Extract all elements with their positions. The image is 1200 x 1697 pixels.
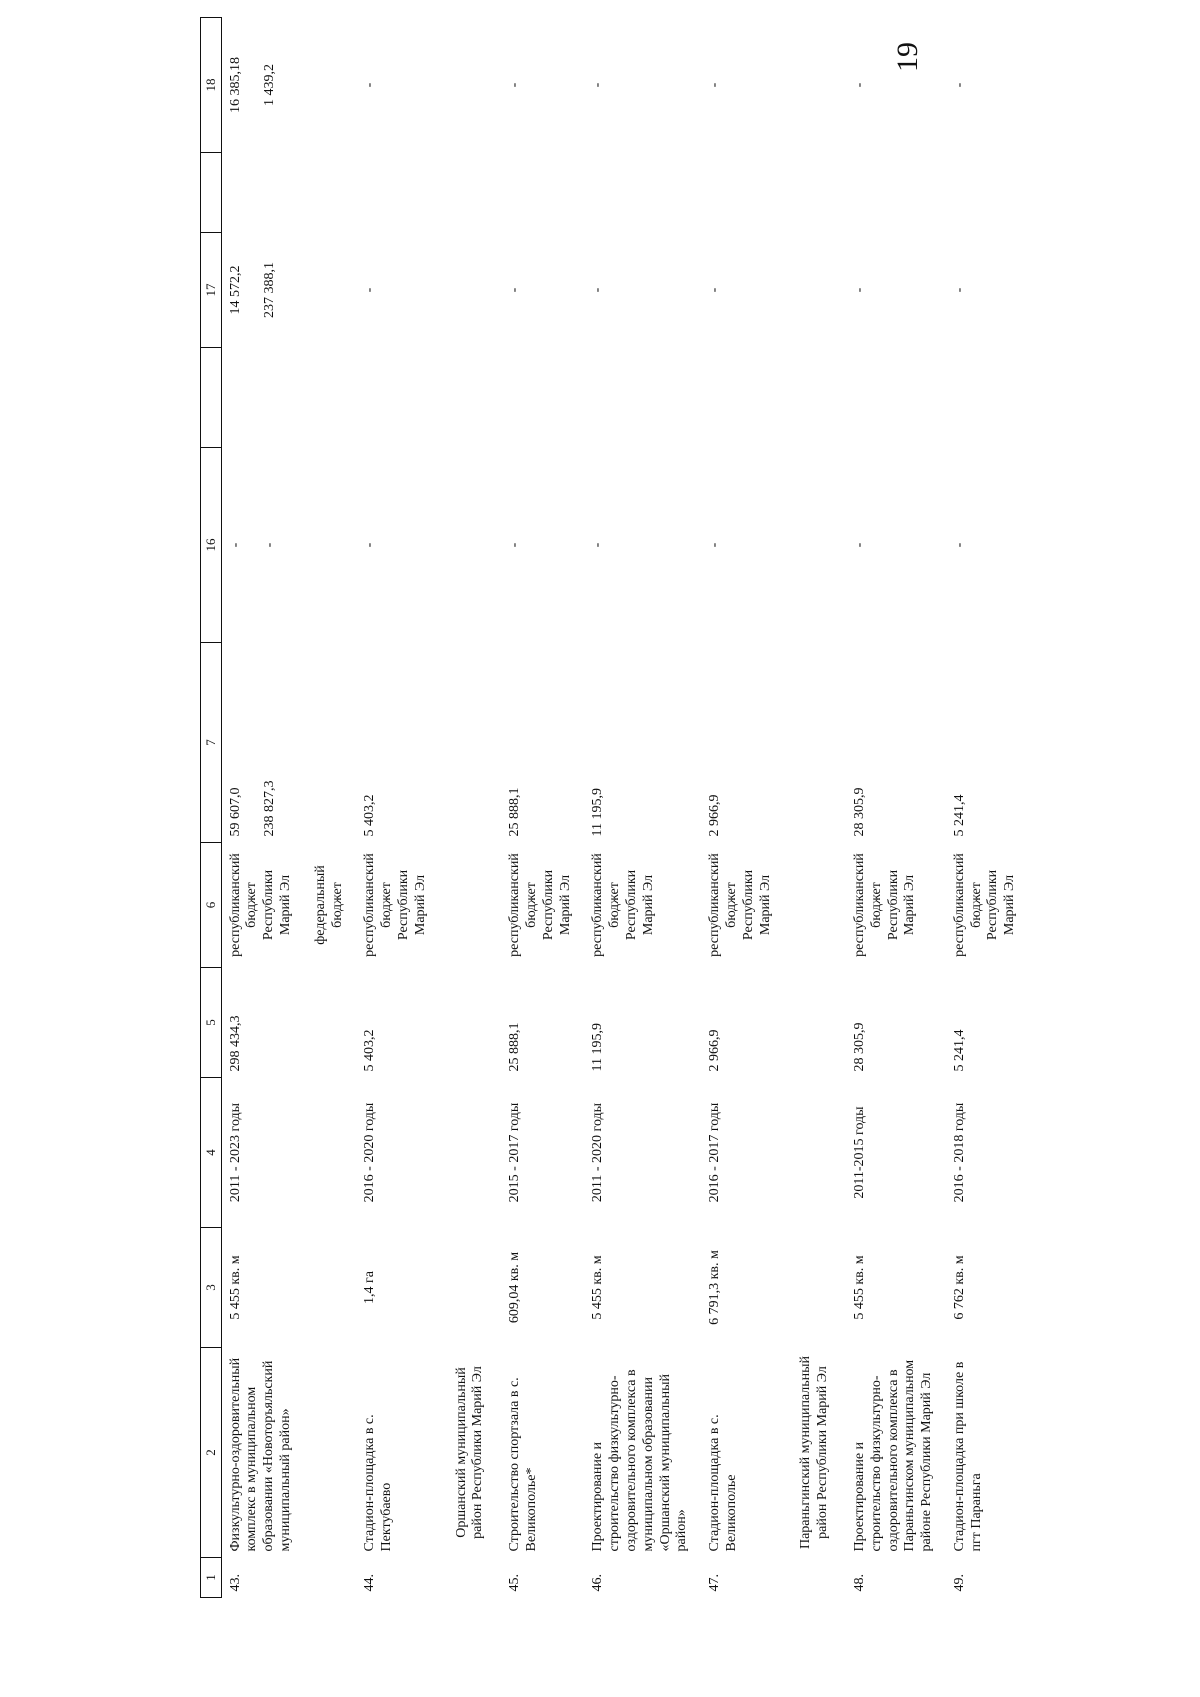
row-number: 49. xyxy=(951,1574,967,1592)
table-cell-blank-cell xyxy=(221,348,356,448)
table-cell-blank xyxy=(784,18,846,153)
table-cell-blank xyxy=(440,18,502,153)
value-col-17-cell xyxy=(584,233,701,348)
value-col-16-cell xyxy=(846,448,946,643)
row-number: 44. xyxy=(362,1574,378,1592)
row-number: 45. xyxy=(507,1574,523,1592)
total-cost: 25 888,1 xyxy=(507,1022,523,1072)
value-col-7-cell xyxy=(946,643,1029,843)
value-col-18: - xyxy=(362,82,378,88)
table-cell-blank xyxy=(440,968,502,1078)
value-col-17: 237 388,1 xyxy=(262,262,278,318)
value-col-17-cell xyxy=(356,233,439,348)
value-col-16: - xyxy=(590,542,606,548)
funding-source: республиканский бюджет Республики Марий Эл xyxy=(227,853,293,957)
table-cell-blank-cell xyxy=(846,153,946,233)
column-header: 2 xyxy=(201,1348,222,1558)
column-header: 16 xyxy=(201,448,222,643)
table-body xyxy=(221,18,1029,1598)
table-cell-blank xyxy=(440,233,502,348)
value-col-18-cell xyxy=(501,18,584,153)
total-cost: 2 966,9 xyxy=(707,1029,723,1072)
value-col-18-cell xyxy=(221,18,356,153)
object-name: Проектирование и строительство физкультурно-оздоровительного комплекса в Параньгинском муниципальном районе Республики Марий Эл xyxy=(851,1359,935,1552)
table-cell-blank-cell xyxy=(501,153,584,233)
value-col-7-cell xyxy=(501,643,584,843)
funding-source-cell xyxy=(946,843,1029,968)
funding-source: республиканский бюджет Республики Марий Эл xyxy=(590,853,656,957)
table-cell-blank xyxy=(784,1228,846,1348)
funding-source-cell xyxy=(584,843,701,968)
value-col-16-cell xyxy=(584,448,701,643)
table-cell-blank-cell xyxy=(356,153,439,233)
value-col-18-cell xyxy=(584,18,701,153)
value-col-18: 16 385,18 xyxy=(227,57,243,113)
value-col-17: 14 572,2 xyxy=(227,265,243,315)
funding-source-cell xyxy=(356,843,439,968)
table-cell-blank xyxy=(784,448,846,643)
value-col-7: 5 403,2 xyxy=(362,794,378,837)
value-col-18: - xyxy=(507,82,523,88)
value-col-17-cell xyxy=(846,233,946,348)
value-col-7-cell xyxy=(846,643,946,843)
table-cell-blank xyxy=(440,348,502,448)
investment-table xyxy=(200,17,1029,1598)
table-cell-blank xyxy=(440,843,502,968)
value-col-18-cell xyxy=(356,18,439,153)
value-col-17: - xyxy=(590,287,606,293)
value-col-7-cell xyxy=(356,643,439,843)
object-capacity: 5 455 кв. м xyxy=(227,1255,243,1320)
table-cell-blank xyxy=(784,1078,846,1228)
value-col-7-cell xyxy=(584,643,701,843)
column-header: 1 xyxy=(201,1558,222,1598)
table-cell-blank xyxy=(440,1228,502,1348)
value-col-18: - xyxy=(851,82,867,88)
implementation-years: 2016 - 2017 годы xyxy=(707,1102,723,1203)
funding-source-cell xyxy=(701,843,784,968)
value-col-18: - xyxy=(951,82,967,88)
funding-source: республиканский бюджет Республики Марий Эл xyxy=(707,853,773,957)
value-col-16: - xyxy=(362,542,378,548)
value-col-16: - xyxy=(507,542,523,548)
table-cell-blank xyxy=(784,643,846,843)
implementation-years: 2016 - 2020 годы xyxy=(362,1102,378,1203)
column-header: 18 xyxy=(201,18,222,153)
row-number: 47. xyxy=(707,1574,723,1592)
object-capacity: 5 455 кв. м xyxy=(590,1255,606,1320)
value-col-16: - xyxy=(951,542,967,548)
table-cell-blank-cell xyxy=(701,348,784,448)
table-cell-blank-cell xyxy=(846,348,946,448)
table-cell-blank xyxy=(784,1558,846,1598)
table-cell-blank xyxy=(784,843,846,968)
region-header-row xyxy=(784,18,846,1598)
value-col-16-cell xyxy=(501,448,584,643)
funding-source: республиканский бюджет Республики Марий Эл xyxy=(362,853,428,957)
region-title: Параньгинский муниципальный район Республики Марий Эл xyxy=(798,1355,831,1550)
column-header: 3 xyxy=(201,1228,222,1348)
column-header: 4 xyxy=(201,1078,222,1228)
table-cell-blank-cell xyxy=(221,153,356,233)
table-cell-blank xyxy=(784,968,846,1078)
rotated-table-container xyxy=(200,18,1018,1598)
object-capacity: 6 762 кв. м xyxy=(951,1255,967,1320)
value-col-17: - xyxy=(707,287,723,293)
column-header: 17 xyxy=(201,233,222,348)
value-col-7-cell xyxy=(701,643,784,843)
funding-source-cell xyxy=(501,843,584,968)
column-header: 7 xyxy=(201,643,222,843)
value-col-16: - xyxy=(262,542,278,548)
table-cell-blank xyxy=(784,348,846,448)
table-row xyxy=(501,18,584,1598)
value-col-7: 59 607,0 xyxy=(227,787,243,837)
object-name: Стадион-площадка в с. Пектубаево xyxy=(362,1414,395,1552)
object-name: Строительство спортзала в с. Великополье* xyxy=(507,1377,539,1552)
value-col-16-cell xyxy=(701,448,784,643)
value-col-16: - xyxy=(851,542,867,548)
value-col-17: - xyxy=(851,287,867,293)
value-col-7: 11 195,9 xyxy=(590,788,606,837)
page-number: 19 xyxy=(891,42,924,72)
table-cell-blank-cell xyxy=(584,153,701,233)
implementation-years: 2011 - 2023 годы xyxy=(227,1102,243,1203)
value-col-17: - xyxy=(951,287,967,293)
table-row xyxy=(701,18,784,1598)
value-col-17: - xyxy=(362,287,378,293)
implementation-years: 2015 - 2017 годы xyxy=(507,1102,523,1203)
object-capacity: 609,04 кв. м xyxy=(507,1251,523,1324)
object-name: Физкультурно-оздоровительный комплекс в муниципальном образовании «Новоторъяльский муниципальный район» xyxy=(227,1357,293,1552)
column-header: 6 xyxy=(201,843,222,968)
funding-source-cell xyxy=(221,843,356,968)
value-col-18: 1 439,2 xyxy=(262,64,278,106)
implementation-years: 2011-2015 годы xyxy=(851,1106,867,1199)
funding-source: республиканский бюджет Республики Марий Эл xyxy=(507,853,573,957)
value-col-17-cell xyxy=(501,233,584,348)
value-col-16-cell xyxy=(356,448,439,643)
funding-source-cell xyxy=(846,843,946,968)
value-col-16: - xyxy=(227,542,243,548)
table-cell-blank-cell xyxy=(946,348,1029,448)
region-title: Оршанский муниципальный район Республики Марий Эл xyxy=(453,1366,486,1539)
value-col-16-cell xyxy=(946,448,1029,643)
value-col-18-cell xyxy=(701,18,784,153)
row-number: 43. xyxy=(227,1574,243,1592)
table-header-row xyxy=(201,18,222,1598)
column-header-blank xyxy=(201,153,222,233)
total-cost: 5 403,2 xyxy=(362,1029,378,1072)
value-col-16: - xyxy=(707,542,723,548)
table-cell-blank xyxy=(440,643,502,843)
object-name: Стадион-площадка в с. Великополье xyxy=(707,1414,739,1552)
value-col-7: 238 827,3 xyxy=(262,780,278,837)
value-col-18-cell xyxy=(846,18,946,153)
object-name: Проектирование и строительство физкультурно-оздоровительного комплекса в муниципальном образовании «Оршанский муниципальный район» xyxy=(590,1369,690,1552)
value-col-17: - xyxy=(507,287,523,293)
value-col-7: 2 966,9 xyxy=(707,794,723,837)
row-number: 46. xyxy=(590,1574,606,1592)
value-col-16-cell xyxy=(221,448,356,643)
region-header-row xyxy=(440,18,502,1598)
object-capacity: 6 791,3 кв. м xyxy=(707,1250,723,1325)
value-col-17-cell xyxy=(701,233,784,348)
object-capacity: 1,4 га xyxy=(362,1271,378,1304)
table-cell-blank xyxy=(440,448,502,643)
table-cell-blank-cell xyxy=(584,348,701,448)
value-col-7: 25 888,1 xyxy=(507,787,523,837)
table-row xyxy=(221,18,356,1598)
funding-source: республиканский бюджет Республики Марий Эл xyxy=(851,853,918,957)
total-cost: 298 434,3 xyxy=(227,1015,243,1072)
table-row xyxy=(946,18,1029,1598)
table-cell-blank-cell xyxy=(946,153,1029,233)
object-name: Стадион-площадка при школе в пгт Параньга xyxy=(951,1361,984,1552)
value-col-18: - xyxy=(707,82,723,88)
value-col-17-cell xyxy=(221,233,356,348)
value-col-18-cell xyxy=(946,18,1029,153)
table-cell-blank xyxy=(440,153,502,233)
value-col-7: 28 305,9 xyxy=(851,787,867,837)
table-row xyxy=(846,18,946,1598)
value-col-17-cell xyxy=(946,233,1029,348)
table-cell-blank xyxy=(784,153,846,233)
table-cell-blank-cell xyxy=(701,153,784,233)
column-header-blank xyxy=(201,348,222,448)
implementation-years: 2016 - 2018 годы xyxy=(951,1102,967,1203)
funding-source: федеральный бюджет xyxy=(312,865,345,945)
value-col-18: - xyxy=(590,82,606,88)
total-cost: 5 241,4 xyxy=(951,1029,967,1072)
value-col-7: 5 241,4 xyxy=(951,794,967,837)
table-row xyxy=(584,18,701,1598)
table-cell-blank xyxy=(440,1558,502,1598)
implementation-years: 2011 - 2020 годы xyxy=(590,1102,606,1203)
funding-source: республиканский бюджет Республики Марий Эл xyxy=(951,853,1018,957)
row-number: 48. xyxy=(851,1574,867,1592)
total-cost: 11 195,9 xyxy=(590,1023,606,1072)
table-cell-blank xyxy=(440,1078,502,1228)
table-cell-blank-cell xyxy=(356,348,439,448)
table-cell-blank-cell xyxy=(501,348,584,448)
value-col-7-cell xyxy=(221,643,356,843)
column-header: 5 xyxy=(201,968,222,1078)
table-cell-blank xyxy=(784,233,846,348)
table-row xyxy=(356,18,439,1598)
total-cost: 28 305,9 xyxy=(851,1022,867,1072)
object-capacity: 5 455 кв. м xyxy=(851,1255,867,1320)
